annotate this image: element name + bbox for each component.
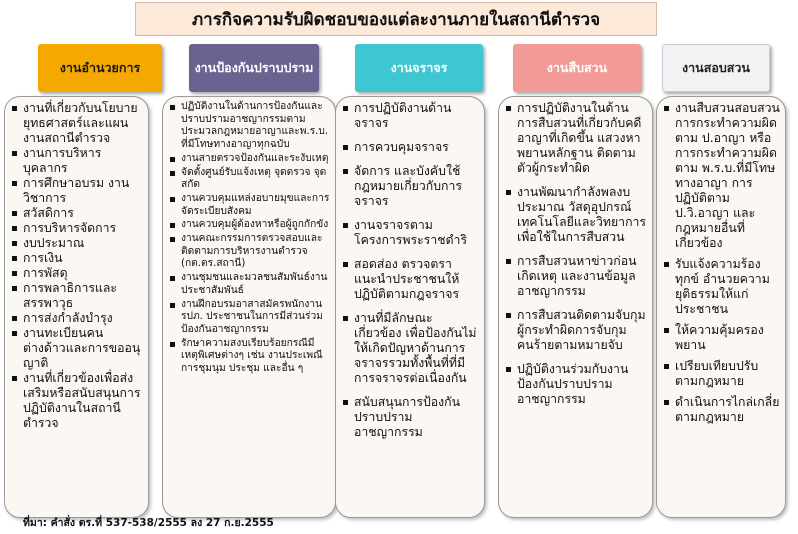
duty-item: งานที่เกี่ยวข้องเพื่อส่งเสริมหรือสนับสนุนการปฏิบัติงานในสถานีตำรวจ: [11, 371, 144, 431]
duty-item: ให้ความคุ้มครองพยาน: [663, 323, 781, 353]
duty-item: สนับสนุนการป้องกันปราบปรามอาชญากรรม: [342, 395, 480, 440]
duty-item: จัดตั้งศูนย์รับแจ้งเหตุ จุดตรวจ จุดสกัด: [169, 167, 331, 192]
panel-inquiry: [656, 96, 786, 518]
duty-item: ดำเนินการไกล่เกลี่ยตามกฎหมาย: [663, 395, 781, 425]
header-crime-prevention: งานป้องกันปราบปราม: [189, 44, 319, 92]
duty-item: งานควบคุมผู้ต้องหาหรือผู้ถูกกักขัง: [169, 219, 331, 232]
header-inquiry: งานสอบสวน: [662, 44, 770, 92]
duty-item: งานการบริหารบุคลากร: [11, 146, 144, 176]
duty-item: การพลาธิการและสรรพาวุธ: [11, 281, 144, 311]
panel-crime-prevention: [162, 96, 336, 518]
duty-item: เปรียบเทียบปรับตามกฎหมาย: [663, 359, 781, 389]
duty-item: การเงิน: [11, 251, 144, 266]
duty-list: [663, 101, 781, 425]
duty-item: การปฏิบัติงานในด้านการสืบสวนที่เกี่ยวกับคดีอาญาที่เกิดขึ้น แสวงหาพยานหลักฐาน ติดตามตัวผู้กระทำผิด: [505, 101, 648, 176]
duty-item: ปฏิบัติงานร่วมกับงานป้องกันปราบปรามอาชญากรรม: [505, 362, 648, 407]
page-title: ภารกิจความรับผิดชอบของแต่ละงานภายในสถานีตำรวจ: [135, 2, 657, 36]
duty-list: [505, 101, 648, 407]
duty-item: งานชุมชนและมวลชนสัมพันธ์งานประชาสัมพันธ์: [169, 272, 331, 297]
duty-item: การสืบสวนติดตามจับกุมผู้กระทำผิดการจับกุมคนร้ายตามหมายจับ: [505, 308, 648, 353]
source-note: ที่มา: คำสั่ง ตร.ที่ 537-538/2555 ลง 27 ก.ย.2555: [23, 517, 274, 529]
duty-list: [11, 101, 144, 431]
duty-item: การพัสดุ: [11, 266, 144, 281]
duty-item: งานฝึกอบรมอาสาสมัครพนักงาน รปภ. ประชาชนในการมีส่วนร่วมป้องกันอาชญากรรม: [169, 299, 331, 337]
duty-item: การปฏิบัติงานด้านจราจร: [342, 101, 480, 131]
header-investigation: งานสืบสวน: [513, 44, 641, 92]
duty-item: งบประมาณ: [11, 236, 144, 251]
header-traffic: งานจราจร: [355, 44, 483, 92]
duty-item: งานพัฒนากำลังพลงบประมาณ วัสดุอุปกรณ์ เทคโนโลยีและวิทยาการ เพื่อใช้ในการสืบสวน: [505, 185, 648, 245]
duty-item: งานคณะกรรมการตรวจสอบและติดตามการบริหารงานตำรวจ (กต.ตร.สถานี): [169, 233, 331, 271]
header-administration: งานอำนวยการ: [38, 44, 162, 92]
duty-item: จัดการ และบังคับใช้กฎหมายเกี่ยวกับการจราจร: [342, 164, 480, 209]
duty-item: งานควบคุมแหล่งอบายมุขและการจัดระเบียบสังคม: [169, 193, 331, 218]
duty-item: ปฏิบัติงานในด้านการป้องกันและปราบปรามอาชญากรรมตามประมวลกฎหมายอาญาและพ.ร.บ. ที่มีโทษทางอาญาทุกฉบับ: [169, 101, 331, 152]
duty-item: รับแจ้งความร้องทุกข์ อำนวยความยุติธรรมให้แก่ประชาชน: [663, 257, 781, 317]
duty-item: การควบคุมจราจร: [342, 140, 480, 155]
duty-item: สอดส่อง ตรวจตรา แนะนำประชาชนให้ปฏิบัติตามกฎจราจร: [342, 257, 480, 302]
duty-list: [342, 101, 480, 440]
duty-item: การบริหารจัดการ: [11, 221, 144, 236]
panel-investigation: [498, 96, 653, 518]
duty-item: งานสืบสวนสอบสวนการกระทำความผิดตาม ป.อาญา หรือการกระทำความผิดตาม พ.ร.บ.ที่มีโทษทางอาญา การปฏิบัติตาม ป.วิ.อาญา และกฎหมายอื่นที่เกี่ยวข้อง: [663, 101, 781, 251]
duty-item: งานที่เกี่ยวกับนโยบายยุทธศาสตร์และแผนงานสถานีตำรวจ: [11, 101, 144, 146]
panel-traffic: [335, 96, 485, 518]
duty-item: งานทะเบียนคนต่างด้าวและการขออนุญาติ: [11, 326, 144, 371]
duty-item: รักษาความสงบเรียบร้อยกรณีมีเหตุพิเศษต่างๆ เช่น งานประเพณี การชุมนุม ประชุม และอื่น ๆ: [169, 338, 331, 376]
duty-list: [169, 101, 331, 376]
duty-item: การสืบสวนหาข่าวก่อนเกิดเหตุ และงานข้อมูลอาชญากรรม: [505, 254, 648, 299]
duty-item: งานจราจรตามโครงการพระราชดำริ: [342, 218, 480, 248]
duty-item: การส่งกำลังบำรุง: [11, 311, 144, 326]
panel-administration: [4, 96, 149, 518]
duty-item: การศึกษาอบรม งานวิชาการ: [11, 176, 144, 206]
duty-item: งานสายตรวจป้องกันและระงับเหตุ: [169, 153, 331, 166]
duty-item: สวัสดิการ: [11, 206, 144, 221]
duty-item: งานที่มีลักษณะเกี่ยวข้อง เพื่อป้องกันไม่ให้เกิดปัญหาด้านการจราจรรวมทั้งพื้นที่ที่มีการจราจรต่อเนื่องกัน: [342, 311, 480, 386]
